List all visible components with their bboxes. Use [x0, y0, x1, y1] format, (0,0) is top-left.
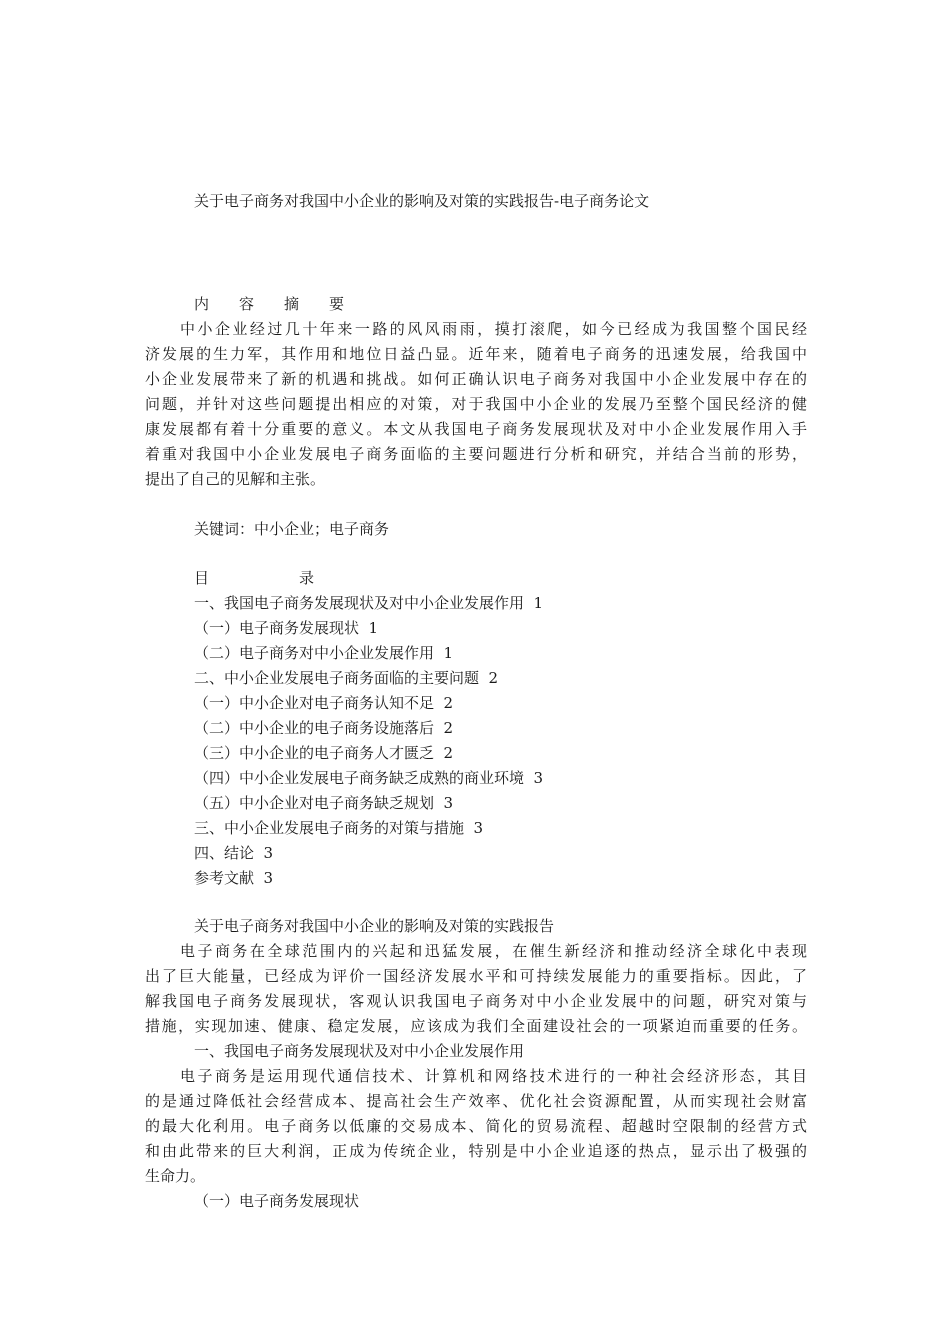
toc-entry: 四、结论 3 [194, 844, 274, 862]
section1-line: 的是通过降低社会经营成本、提高社会生产效率、优化社会资源配置，从而实现社会财富 [145, 1092, 807, 1110]
toc-entry: （二）中小企业的电子商务设施落后 2 [194, 719, 454, 737]
abstract-line: 康发展都有着十分重要的意义。本文从我国电子商务发展现状及对中小企业发展作用入手 [145, 420, 807, 438]
toc-entry: 参考文献 3 [194, 869, 274, 887]
subsection1-heading: （一）电子商务发展现状 [194, 1192, 360, 1210]
abstract-line: 济发展的生力军，其作用和地位日益凸显。近年来，随着电子商务的迅速发展，给我国中 [145, 345, 807, 363]
toc-entry: （二）电子商务对中小企业发展作用 1 [194, 644, 454, 662]
toc-heading: 目 录 [194, 569, 315, 587]
document-title: 关于电子商务对我国中小企业的影响及对策的实践报告-电子商务论文 [194, 192, 650, 210]
toc-entry: （四）中小企业发展电子商务缺乏成熟的商业环境 3 [194, 769, 544, 787]
abstract-line: 中小企业经过几十年来一路的风风雨雨，摸打滚爬，如今已经成为我国整个国民经 [145, 320, 807, 338]
section1-heading: 一、我国电子商务发展现状及对中小企业发展作用 [194, 1042, 525, 1060]
section1-line: 的最大化利用。电子商务以低廉的交易成本、简化的贸易流程、超越时空限制的经营方式 [145, 1117, 807, 1135]
toc-entry: （三）中小企业的电子商务人才匮乏 2 [194, 744, 454, 762]
abstract-line: 着重对我国中小企业发展电子商务面临的主要问题进行分析和研究，并结合当前的形势， [145, 445, 807, 463]
keywords: 关键词：中小企业；电子商务 [194, 520, 390, 538]
toc-entry: 一、我国电子商务发展现状及对中小企业发展作用 1 [194, 594, 544, 612]
toc-entry: 三、中小企业发展电子商务的对策与措施 3 [194, 819, 484, 837]
body-title: 关于电子商务对我国中小企业的影响及对策的实践报告 [194, 917, 555, 935]
abstract-line: 小企业发展带来了新的机遇和挑战。如何正确认识电子商务对我国中小企业发展中存在的 [145, 370, 807, 388]
toc-entry: 二、中小企业发展电子商务面临的主要问题 2 [194, 669, 499, 687]
section1-line: 电子商务是运用现代通信技术、计算机和网络技术进行的一种社会经济形态，其目 [145, 1067, 807, 1085]
toc-entry: （五）中小企业对电子商务缺乏规划 3 [194, 794, 454, 812]
intro-line: 出了巨大能量，已经成为评价一国经济发展水平和可持续发展能力的重要指标。因此，了 [145, 967, 807, 985]
intro-line: 解我国电子商务发展现状，客观认识我国电子商务对中小企业发展中的问题，研究对策与 [145, 992, 807, 1010]
abstract-heading: 内 容 摘 要 [194, 295, 345, 313]
section1-line: 和由此带来的巨大利润，正成为传统企业，特别是中小企业追逐的热点，显示出了极强的 [145, 1142, 807, 1160]
abstract-line: 提出了自己的见解和主张。 [145, 470, 326, 488]
abstract-line: 问题，并针对这些问题提出相应的对策，对于我国中小企业的发展乃至整个国民经济的健 [145, 395, 807, 413]
intro-line: 电子商务在全球范围内的兴起和迅猛发展，在催生新经济和推动经济全球化中表现 [145, 942, 807, 960]
toc-entry: （一）电子商务发展现状 1 [194, 619, 379, 637]
section1-line: 生命力。 [145, 1167, 206, 1185]
intro-line: 措施，实现加速、健康、稳定发展，应该成为我们全面建设社会的一项紧迫而重要的任务。 [145, 1017, 807, 1035]
toc-entry: （一）中小企业对电子商务认知不足 2 [194, 694, 454, 712]
